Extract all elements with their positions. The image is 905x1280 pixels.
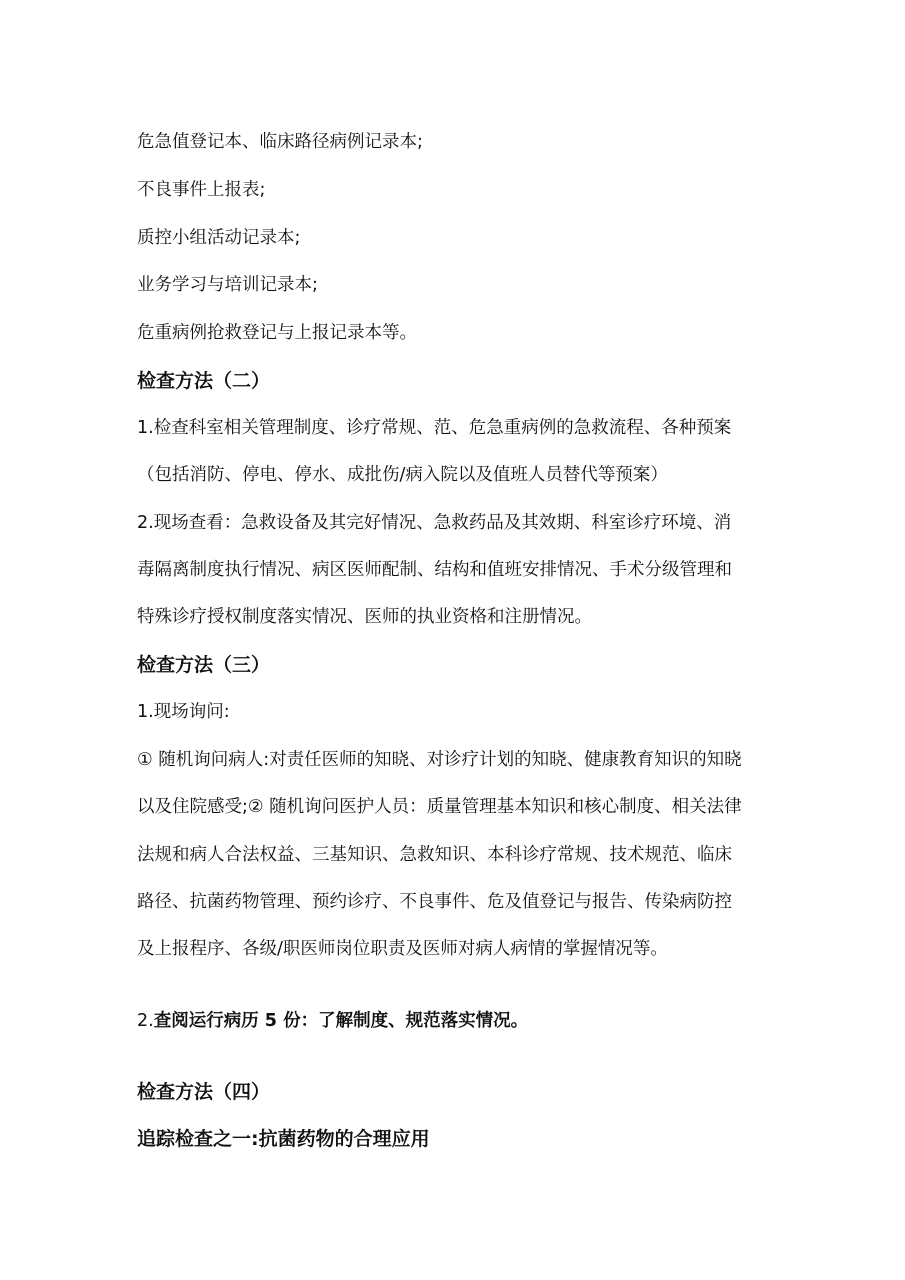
method-4-heading: 检查方法（四）: [137, 1081, 271, 1103]
method-3-item-2-number: 2.: [137, 1011, 154, 1031]
method-2-item-1-line-1: 1.检查科室相关管理制度、诊疗常规、范、危急重病例的急救流程、各种预案: [137, 418, 732, 438]
method-2-item-2-line-3: 特殊诊疗授权制度落实情况、医师的执业资格和注册情况。: [137, 607, 592, 627]
method-3-para-line-5: 及上报程序、各级/职医师岗位职责及医师对病人病情的掌握情况等。: [137, 939, 668, 959]
method-3-para-line-2: 以及住院感受;② 随机询问医护人员：质量管理基本知识和核心制度、相关法律: [137, 797, 742, 817]
method-2-item-2-line-2: 毒隔离制度执行情况、病区医师配制、结构和值班安排情况、手术分级管理和: [137, 560, 732, 580]
record-line-4: 业务学习与培训记录本;: [137, 275, 318, 295]
method-3-para-line-3: 法规和病人合法权益、三基知识、急救知识、本科诊疗常规、技术规范、临床: [137, 845, 732, 865]
method-3-item-1-title: 1.现场询问:: [137, 702, 230, 722]
method-3-para-line-1: ① 随机询问病人:对责任医师的知晓、对诊疗计划的知晓、健康教育知识的知晓: [137, 750, 742, 770]
method-3-heading: 检查方法（三）: [137, 654, 271, 676]
record-line-1: 危急值登记本、临床路径病例记录本;: [137, 132, 423, 152]
method-4-subheading: 追踪检查之一:抗菌药物的合理应用: [137, 1128, 430, 1150]
record-line-3: 质控小组活动记录本;: [137, 228, 301, 248]
method-3-item-2-text: 查阅运行病历 5 份：了解制度、规范落实情况。: [153, 1011, 529, 1031]
record-line-5: 危重病例抢救登记与上报记录本等。: [137, 323, 417, 343]
method-3-para-line-4: 路径、抗菌药物管理、预约诊疗、不良事件、危及值登记与报告、传染病防控: [137, 892, 732, 912]
method-2-item-2-line-1: 2.现场查看：急救设备及其完好情况、急救药品及其效期、科室诊疗环境、消: [137, 513, 732, 533]
method-2-heading: 检查方法（二）: [137, 370, 271, 392]
method-2-item-1-line-2: （包括消防、停电、停水、成批伤/病入院以及值班人员替代等预案）: [137, 465, 668, 485]
record-line-2: 不良事件上报表;: [137, 180, 266, 200]
method-3-item-2: [137, 1009, 777, 1033]
